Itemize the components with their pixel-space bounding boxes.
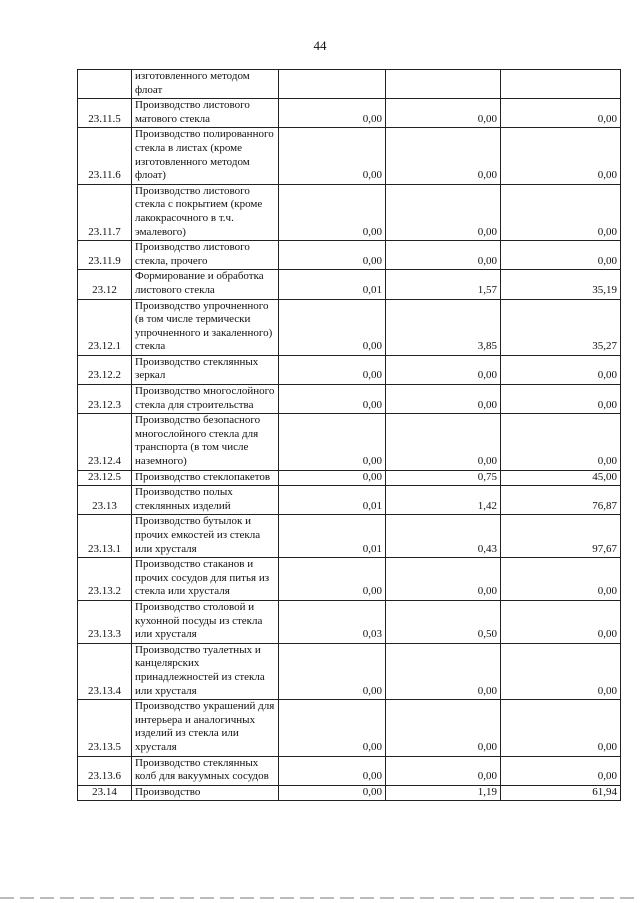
row-value-1: 0,00 [279,355,386,384]
row-value-3: 0,00 [501,558,621,601]
row-value-2: 0,00 [386,241,501,270]
row-value-2: 0,00 [386,414,501,470]
table-row [78,486,621,515]
row-value-3: 35,19 [501,270,621,299]
row-value-2: 0,00 [386,700,501,756]
row-value-2: 1,57 [386,270,501,299]
row-name: Производство стеклянных зеркал [132,355,279,384]
row-value-2: 0,00 [386,643,501,699]
row-value-1: 0,00 [279,184,386,240]
row-value-2: 0,50 [386,600,501,643]
row-value-3: 0,00 [501,184,621,240]
row-value-2: 0,00 [386,355,501,384]
row-code: 23.12.3 [78,385,132,414]
page-number: 44 [313,38,327,53]
table-row [78,558,621,601]
row-value-3: 0,00 [501,600,621,643]
row-value-2 [386,70,501,99]
row-code [78,70,132,99]
table-row [78,128,621,184]
row-value-2: 0,75 [386,470,501,486]
row-value-1: 0,00 [279,414,386,470]
row-value-3: 61,94 [501,785,621,801]
row-value-3: 0,00 [501,643,621,699]
row-name: Производство листового стекла, прочего [132,241,279,270]
row-name: Производство стеклянных колб для вакуумных сосудов [132,756,279,785]
row-name: Производство украшений для интерьера и аналогичных изделий из стекла или хрусталя [132,700,279,756]
row-value-1: 0,00 [279,558,386,601]
row-name: Производство упрочненного (в том числе термически упрочненного и закаленного) стекла [132,299,279,355]
table-row [78,785,621,801]
row-code: 23.11.6 [78,128,132,184]
row-name: Производство полых стеклянных изделий [132,486,279,515]
row-value-3: 45,00 [501,470,621,486]
row-value-1: 0,00 [279,99,386,128]
row-value-2: 0,43 [386,515,501,558]
table-body [78,70,621,801]
row-name: Производство полированного стекла в листах (кроме изготовленного методом флоат) [132,128,279,184]
row-code: 23.13.4 [78,643,132,699]
row-name: Производство листового стекла с покрытием (кроме лакокрасочного в т.ч. эмалевого) [132,184,279,240]
row-name: Производство многослойного стекла для строительства [132,385,279,414]
row-code: 23.12.2 [78,355,132,384]
row-value-2: 1,42 [386,486,501,515]
row-value-3: 0,00 [501,355,621,384]
row-value-2: 3,85 [386,299,501,355]
row-code: 23.12.4 [78,414,132,470]
row-value-3: 0,00 [501,99,621,128]
row-code: 23.12.1 [78,299,132,355]
row-code: 23.13 [78,486,132,515]
table-row [78,600,621,643]
row-code: 23.14 [78,785,132,801]
row-name: Производство туалетных и канцелярских принадлежностей из стекла или хрусталя [132,643,279,699]
row-code: 23.13.1 [78,515,132,558]
table-row [78,355,621,384]
row-value-1: 0,01 [279,515,386,558]
row-name: Производство столовой и кухонной посуды из стекла или хрусталя [132,600,279,643]
row-value-1: 0,01 [279,486,386,515]
row-code: 23.12 [78,270,132,299]
row-value-1: 0,00 [279,756,386,785]
table-row [78,184,621,240]
row-code: 23.11.7 [78,184,132,240]
row-value-1 [279,70,386,99]
row-value-3: 76,87 [501,486,621,515]
row-value-1: 0,00 [279,128,386,184]
table-row [78,70,621,99]
row-value-3: 0,00 [501,128,621,184]
row-value-2: 1,19 [386,785,501,801]
table-row [78,385,621,414]
row-value-1: 0,01 [279,270,386,299]
row-value-1: 0,00 [279,785,386,801]
row-code: 23.12.5 [78,470,132,486]
row-value-3: 0,00 [501,385,621,414]
row-value-2: 0,00 [386,184,501,240]
row-name: Производство безопасного многослойного стекла для транспорта (в том числе наземного) [132,414,279,470]
row-value-1: 0,00 [279,299,386,355]
table-row [78,643,621,699]
row-value-2: 0,00 [386,385,501,414]
row-code: 23.13.2 [78,558,132,601]
row-name: Производство листового матового стекла [132,99,279,128]
row-value-2: 0,00 [386,99,501,128]
row-value-2: 0,00 [386,128,501,184]
row-value-3: 0,00 [501,756,621,785]
row-value-2: 0,00 [386,756,501,785]
table-row [78,515,621,558]
row-value-3: 0,00 [501,700,621,756]
row-value-3: 35,27 [501,299,621,355]
row-value-1: 0,00 [279,241,386,270]
row-value-3: 97,67 [501,515,621,558]
row-name: Производство стаканов и прочих сосудов для питья из стекла или хрусталя [132,558,279,601]
row-name: Производство стеклопакетов [132,470,279,486]
row-value-3: 0,00 [501,414,621,470]
row-name: Формирование и обработка листового стекла [132,270,279,299]
row-value-1: 0,00 [279,470,386,486]
row-value-1: 0,00 [279,700,386,756]
table-row [78,99,621,128]
table-row [78,241,621,270]
row-value-3: 0,00 [501,241,621,270]
row-name: Производство бутылок и прочих емкостей из стекла или хрусталя [132,515,279,558]
table-row [78,700,621,756]
row-name: Производство [132,785,279,801]
row-code: 23.13.6 [78,756,132,785]
row-code: 23.11.5 [78,99,132,128]
table-row [78,270,621,299]
row-value-1: 0,00 [279,643,386,699]
row-code: 23.13.3 [78,600,132,643]
row-value-1: 0,00 [279,385,386,414]
row-code: 23.13.5 [78,700,132,756]
row-value-3 [501,70,621,99]
scan-footer-artifact [0,897,640,899]
table-row [78,756,621,785]
row-code: 23.11.9 [78,241,132,270]
row-value-2: 0,00 [386,558,501,601]
table-row [78,470,621,486]
row-value-1: 0,03 [279,600,386,643]
data-table [77,69,621,801]
row-name: изготовленного методом флоат [132,70,279,99]
table-row [78,299,621,355]
table-row [78,414,621,470]
